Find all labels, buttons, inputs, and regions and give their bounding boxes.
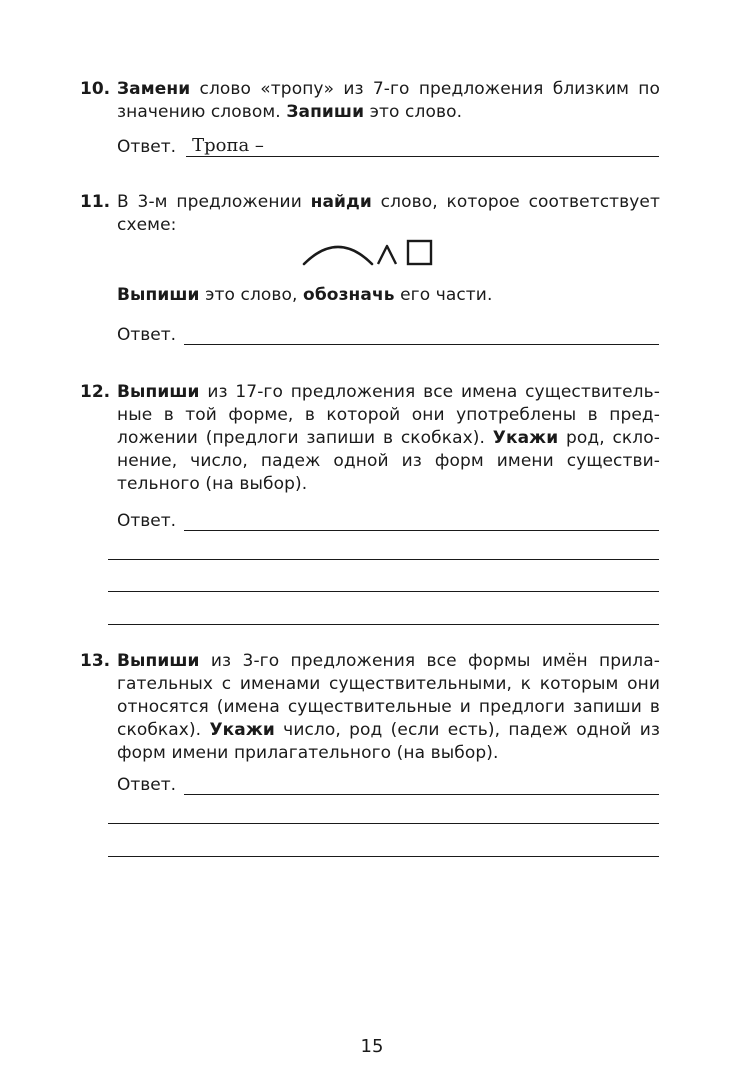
text-run: ные в той форме, в которой они употреблены в пред- bbox=[117, 405, 660, 425]
text-run: это слово, bbox=[199, 285, 304, 305]
text-run: относятся (имена существительные и предлоги запиши в bbox=[117, 697, 660, 717]
text-run: нение, число, падеж одной из форм имени существи- bbox=[117, 451, 660, 471]
text-line bbox=[117, 696, 660, 719]
task-12 bbox=[80, 381, 660, 496]
text-line bbox=[117, 673, 660, 696]
text-line bbox=[117, 101, 660, 124]
task-text bbox=[80, 78, 660, 124]
text-line bbox=[117, 427, 660, 450]
answer-field[interactable] bbox=[184, 510, 659, 531]
task-text bbox=[80, 284, 660, 307]
answer-line-extra[interactable] bbox=[108, 591, 659, 592]
answer-field[interactable] bbox=[184, 774, 659, 795]
text-run: ложении (предлоги запиши в скобках). bbox=[117, 428, 493, 448]
task-number: 12. bbox=[80, 382, 111, 402]
answer-line-extra[interactable] bbox=[108, 559, 659, 560]
task-number: 11. bbox=[80, 192, 111, 212]
morpheme-scheme bbox=[300, 232, 440, 276]
text-run: гательных с именами существительными, к которым они bbox=[117, 674, 660, 694]
instruction-verb: Выпиши bbox=[117, 382, 200, 402]
text-run: слово «тропу» из 7-го предложения близким по bbox=[190, 79, 660, 99]
text-run: число, род (если есть), падеж одной из bbox=[274, 720, 661, 740]
instruction-verb: Выпиши bbox=[117, 285, 200, 305]
answer-label: Ответ. bbox=[117, 137, 177, 157]
text-run: схеме: bbox=[117, 215, 177, 235]
text-run: из 17-го предложения все имена существитель- bbox=[199, 382, 660, 402]
text-run: это слово. bbox=[364, 102, 463, 122]
scheme-graphic bbox=[300, 232, 440, 272]
text-run: скобках). bbox=[117, 720, 210, 740]
answer-field[interactable] bbox=[186, 136, 659, 157]
ending-square-icon bbox=[408, 241, 431, 264]
page-number: 15 bbox=[360, 1036, 384, 1057]
text-line bbox=[117, 78, 660, 101]
text-line bbox=[117, 381, 660, 404]
text-line bbox=[117, 284, 660, 307]
answer-line-extra[interactable] bbox=[108, 856, 659, 857]
answer-line-extra[interactable] bbox=[108, 624, 659, 625]
text-line bbox=[117, 742, 660, 765]
task-10 bbox=[80, 78, 660, 124]
text-run: тельного (на выбор). bbox=[117, 474, 308, 494]
instruction-verb: Укажи bbox=[492, 428, 559, 448]
instruction-verb: Запиши bbox=[286, 102, 365, 122]
text-line bbox=[117, 473, 660, 496]
text-line bbox=[117, 404, 660, 427]
answer-row-12 bbox=[117, 510, 659, 531]
instruction-verb: Укажи bbox=[209, 720, 275, 740]
instruction-verb: обозначь bbox=[303, 285, 395, 305]
text-run: форм имени прилагательного (на выбор). bbox=[117, 743, 499, 763]
instruction-verb: Выпиши bbox=[117, 651, 200, 671]
task-11-continued bbox=[80, 284, 660, 307]
answer-row-11 bbox=[117, 324, 659, 345]
text-line bbox=[117, 650, 660, 673]
task-text bbox=[80, 650, 660, 765]
instruction-verb: Замени bbox=[117, 79, 191, 99]
text-run: слово, которое соответствует bbox=[371, 192, 660, 212]
task-number: 10. bbox=[80, 79, 111, 99]
root-arc-icon bbox=[304, 247, 372, 264]
text-run: значению словом. bbox=[117, 102, 287, 122]
task-text bbox=[80, 191, 660, 237]
answer-label: Ответ. bbox=[117, 775, 177, 795]
task-number: 13. bbox=[80, 651, 111, 671]
text-line bbox=[117, 450, 660, 473]
task-11 bbox=[80, 191, 660, 237]
text-run: род, скло- bbox=[558, 428, 660, 448]
instruction-verb: найди bbox=[310, 192, 372, 212]
answer-field[interactable] bbox=[184, 324, 659, 345]
text-run: В 3-м предложении bbox=[117, 192, 311, 212]
task-text bbox=[80, 381, 660, 496]
answer-line-extra[interactable] bbox=[108, 823, 659, 824]
answer-label: Ответ. bbox=[117, 511, 177, 531]
suffix-caret-icon bbox=[378, 246, 396, 264]
text-run: из 3-го предложения все формы имён прила- bbox=[199, 651, 660, 671]
task-13 bbox=[80, 650, 660, 765]
text-line bbox=[117, 191, 660, 214]
answer-row-13 bbox=[117, 774, 659, 795]
text-run: его части. bbox=[394, 285, 493, 305]
answer-row-10 bbox=[117, 136, 659, 157]
answer-prefill: Тропа – bbox=[192, 135, 264, 156]
text-line bbox=[117, 719, 660, 742]
answer-label: Ответ. bbox=[117, 325, 177, 345]
